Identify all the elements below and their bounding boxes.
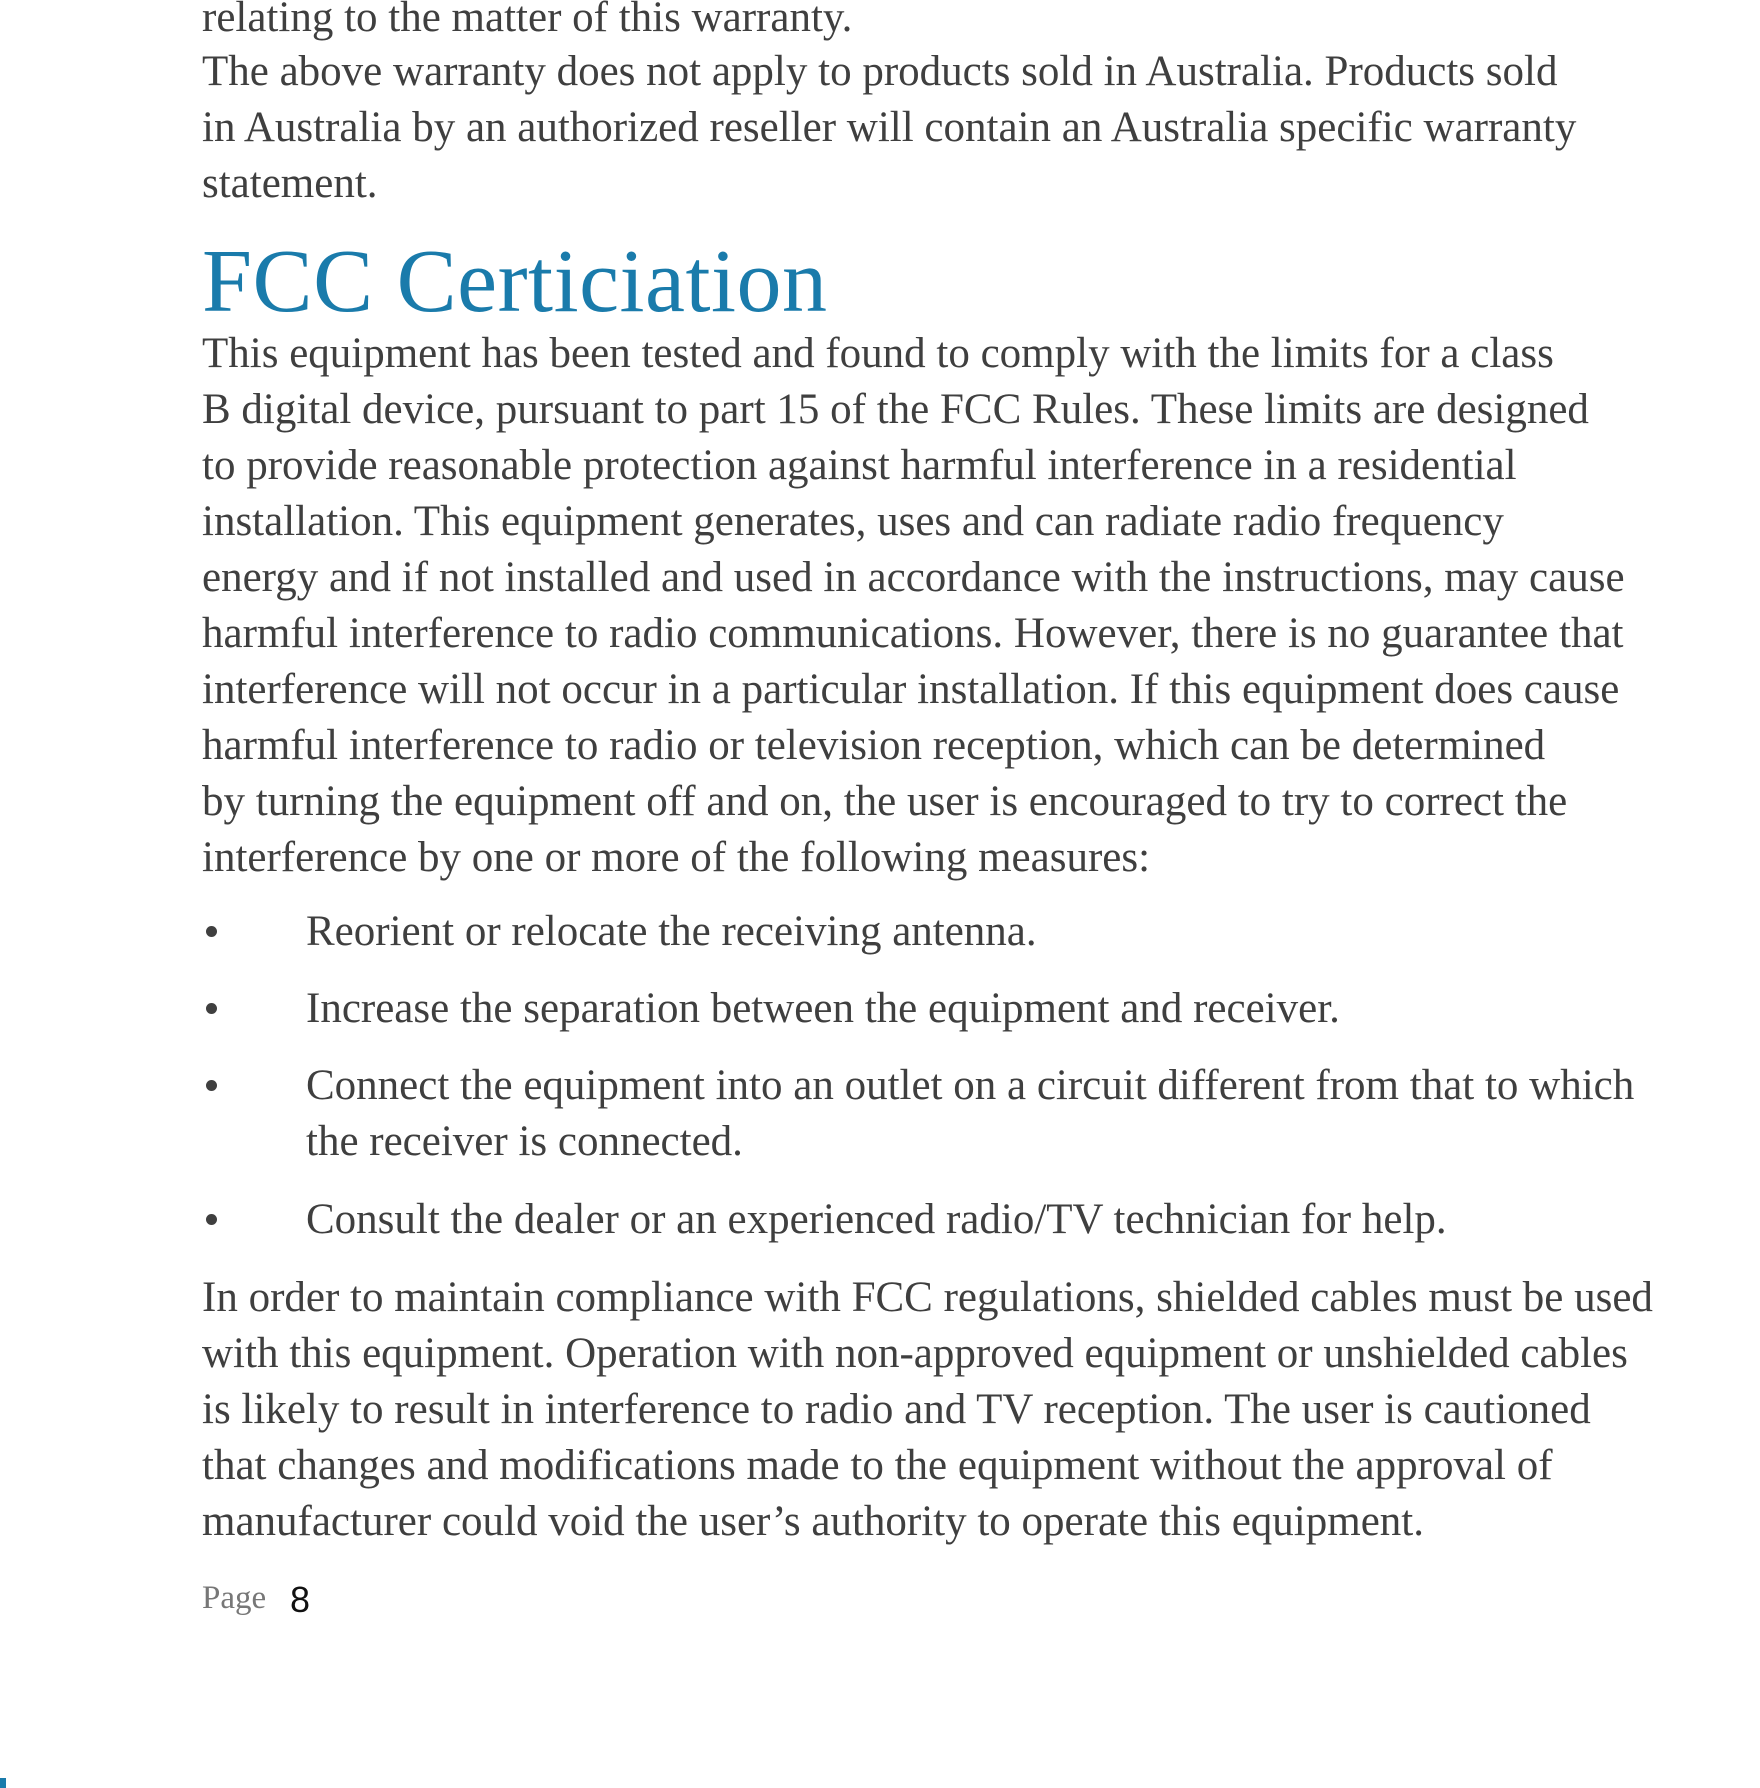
bullet-icon [206,1214,217,1225]
page-label: Page [202,1580,267,1616]
compliance-line: with this equipment. Operation with non-approved equipment or unshielded cables [202,1330,1628,1377]
list-item-text: Consult the dealer or an experienced radio/TV technician for help. [306,1196,1447,1243]
corner-accent-mark [0,1778,6,1788]
section-heading: FCC Certiciation [202,232,828,331]
intro-line: interference by one or more of the following measures: [202,834,1151,881]
compliance-line: that changes and modifications made to the equipment without the approval of [202,1442,1553,1489]
intro-line: energy and if not installed and used in accordance with the instructions, may cause [202,554,1625,601]
compliance-line: is likely to result in interference to radio and TV reception. The user is cautioned [202,1386,1591,1433]
intro-line: interference will not occur in a particular installation. If this equipment does cause [202,666,1620,713]
list-item-text: Connect the equipment into an outlet on a circuit different from that to which [306,1062,1635,1109]
intro-line: to provide reasonable protection against harmful interference in a residential [202,442,1517,489]
compliance-line: In order to maintain compliance with FCC regulations, shielded cables must be used [202,1274,1653,1321]
intro-line: harmful interference to radio or television reception, which can be determined [202,722,1546,769]
warranty-line: in Australia by an authorized reseller will contain an Australia specific warranty [202,104,1577,151]
intro-line: B digital device, pursuant to part 15 of the FCC Rules. These limits are designed [202,386,1589,433]
intro-line: by turning the equipment off and on, the user is encouraged to try to correct the [202,778,1568,825]
intro-line: This equipment has been tested and found to comply with the limits for a class [202,330,1554,377]
list-item-text: Reorient or relocate the receiving antenna. [306,908,1037,955]
intro-line: harmful interference to radio communications. However, there is no guarantee that [202,610,1624,657]
bullet-icon [206,1080,217,1091]
intro-line: installation. This equipment generates, uses and can radiate radio frequency [202,498,1504,545]
list-item-text: Increase the separation between the equipment and receiver. [306,985,1340,1032]
page-number: 8 [290,1579,311,1620]
bullet-icon [206,926,217,937]
warranty-line: relating to the matter of this warranty. [202,0,853,41]
warranty-line: statement. [202,160,378,207]
warranty-line: The above warranty does not apply to products sold in Australia. Products sold [202,48,1558,95]
compliance-line: manufacturer could void the user’s authority to operate this equipment. [202,1498,1424,1545]
list-item-text: the receiver is connected. [306,1118,743,1165]
bullet-icon [206,1003,217,1014]
